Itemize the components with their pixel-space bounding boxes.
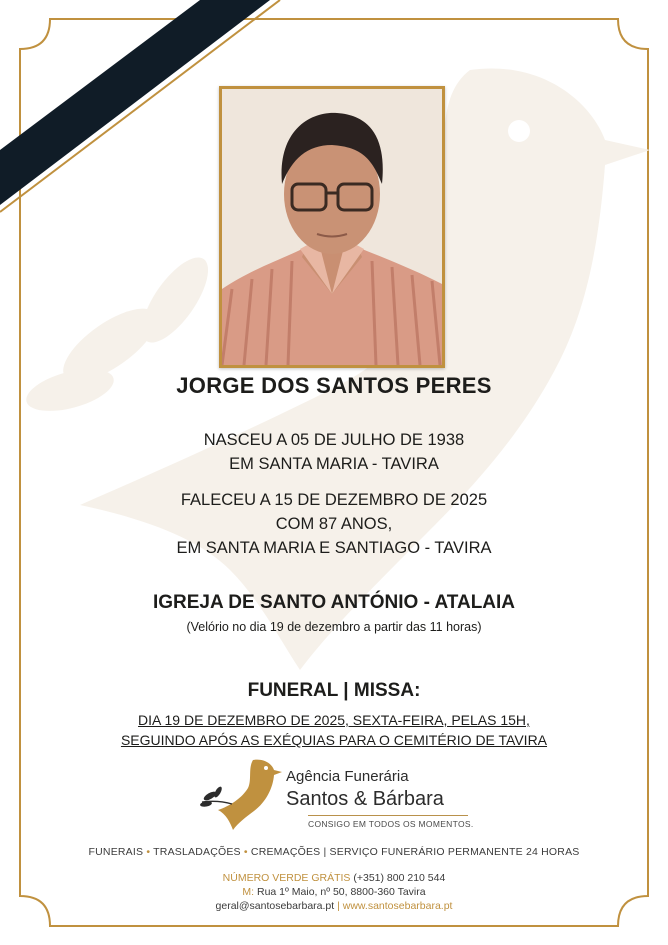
birth-place: EM SANTA MARIA - TAVIRA [229, 455, 439, 473]
logo-divider [308, 815, 468, 816]
death-age: COM 87 ANOS, [275, 515, 393, 533]
phone-line [0, 871, 668, 885]
birth-date: NASCEU A 05 DE JULHO DE 1938 [203, 431, 465, 449]
contact-info [0, 871, 668, 913]
phone-label: NÚMERO VERDE GRÁTIS [222, 872, 351, 884]
service-separator-dot: • [146, 846, 151, 858]
death-info [0, 488, 668, 560]
agency-name-line2: Santos & Bárbara [286, 788, 444, 810]
web-line [0, 899, 668, 913]
agency-logo [198, 756, 488, 836]
service-permanent: | SERVIÇO FUNERÁRIO PERMANENTE 24 HORAS [323, 846, 580, 858]
deceased-name: JORGE DOS SANTOS PERES [176, 373, 492, 398]
phone-number[interactable]: (+351) 800 210 544 [353, 872, 446, 884]
web-separator: | [337, 900, 340, 912]
address-line [0, 885, 668, 899]
wake-info: (Velório no dia 19 de dezembro a partir das 11 horas) [186, 620, 482, 634]
address: Rua 1º Maio, nº 50, 8800-360 Tavira [257, 886, 426, 898]
portrait-photo [219, 86, 445, 368]
service-cremations: CREMAÇÕES [250, 846, 321, 858]
email-link[interactable]: geral@santosebarbara.pt [215, 900, 335, 912]
address-label: M: [242, 886, 255, 898]
service-funerals: FUNERAIS [88, 846, 144, 858]
agency-name-line1: Agência Funerária [286, 768, 409, 785]
funeral-destination: SEGUINDO APÓS AS EXÉQUIAS PARA O CEMITÉRIO DE TAVIRA [120, 732, 548, 748]
agency-slogan: CONSIGO EM TODOS OS MOMENTOS. [308, 819, 474, 829]
service-transfers: TRASLADAÇÕES [153, 846, 241, 858]
funeral-title: FUNERAL | MISSA: [247, 680, 421, 701]
church-name: IGREJA DE SANTO ANTÓNIO - ATALAIA [152, 592, 516, 613]
service-separator-dot: • [243, 846, 248, 858]
website-link[interactable]: www.santosebarbara.pt [342, 900, 453, 912]
dove-logo-icon [198, 756, 288, 836]
death-date: FALECEU A 15 DE DEZEMBRO DE 2025 [180, 491, 488, 509]
birth-info [0, 428, 668, 476]
funeral-date: DIA 19 DE DEZEMBRO DE 2025, SEXTA-FEIRA, PELAS 15H, [138, 712, 530, 728]
services-list [0, 846, 668, 858]
funeral-details [0, 710, 668, 750]
death-place: EM SANTA MARIA E SANTIAGO - TAVIRA [176, 539, 492, 557]
